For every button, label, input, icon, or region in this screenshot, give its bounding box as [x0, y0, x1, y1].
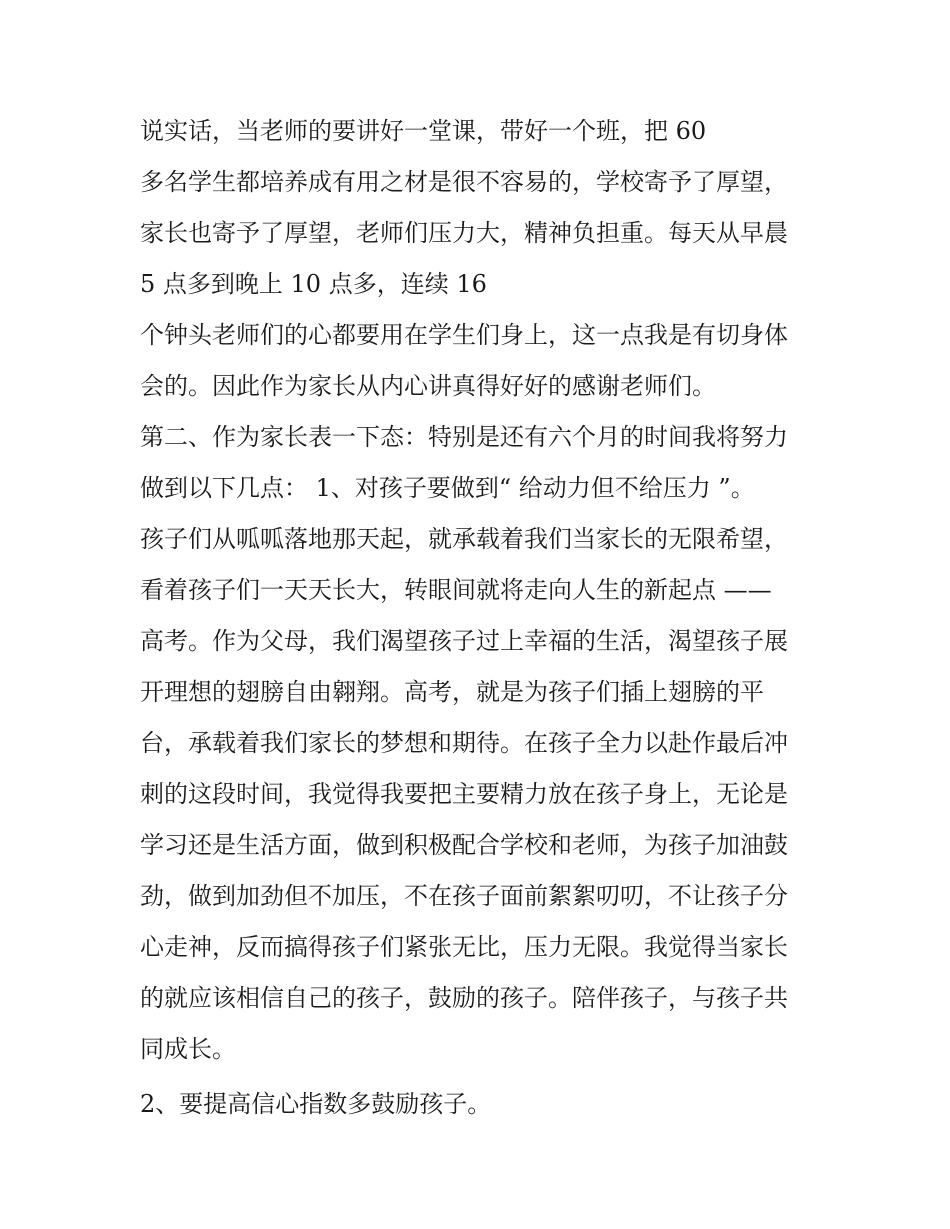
text-line: 多名学生都培养成有用之材是很不容易的，学校寄予了厚望，: [140, 168, 788, 196]
text-line: 第二、作为家长表一下态：特别是还有六个月的时间我将努力: [140, 423, 788, 451]
text-line: 同成长。: [140, 1035, 236, 1063]
text-line: 孩子们从呱呱落地那天起，就承载着我们当家长的无限希望，: [140, 525, 788, 553]
text-line: 劲，做到加劲但不加压，不在孩子面前絮絮叨叨，不让孩子分: [140, 882, 788, 910]
text-line: 学习还是生活方面，做到积极配合学校和老师，为孩子加油鼓: [140, 831, 788, 859]
text-line: 刺的这段时间，我觉得我要把主要精力放在孩子身上，无论是: [140, 780, 788, 808]
text-line: 开理想的翅膀自由翱翔。高考，就是为孩子们插上翅膀的平: [140, 678, 764, 706]
text-line: 说实话，当老师的要讲好一堂课，带好一个班，把 60: [140, 117, 707, 145]
text-line: 心走神，反而搞得孩子们紧张无比，压力无限。我觉得当家长: [140, 933, 788, 961]
text-line: 看着孩子们一天天长大，转眼间就将走向人生的新起点 ——: [140, 576, 772, 604]
text-line: 高考。作为父母，我们渴望孩子过上幸福的生活，渴望孩子展: [140, 627, 788, 655]
text-line: 5 点多到晚上 10 点多，连续 16: [140, 270, 487, 298]
text-line: 会的。因此作为家长从内心讲真得好好的感谢老师们。: [140, 372, 716, 400]
text-line: 台，承载着我们家长的梦想和期待。在孩子全力以赴作最后冲: [140, 729, 788, 757]
text-line: 的就应该相信自己的孩子，鼓励的孩子。陪伴孩子，与孩子共: [140, 984, 788, 1012]
text-line: 家长也寄予了厚望，老师们压力大，精神负担重。每天从早晨: [140, 219, 788, 247]
text-line: 个钟头老师们的心都要用在学生们身上，这一点我是有切身体: [140, 321, 788, 349]
body-text: [140, 106, 820, 1130]
text-line: 做到以下几点： 1、对孩子要做到“ 给动力但不给压力 ”。: [140, 474, 755, 502]
text-line: 2、要提高信心指数多鼓励孩子。: [140, 1090, 492, 1118]
